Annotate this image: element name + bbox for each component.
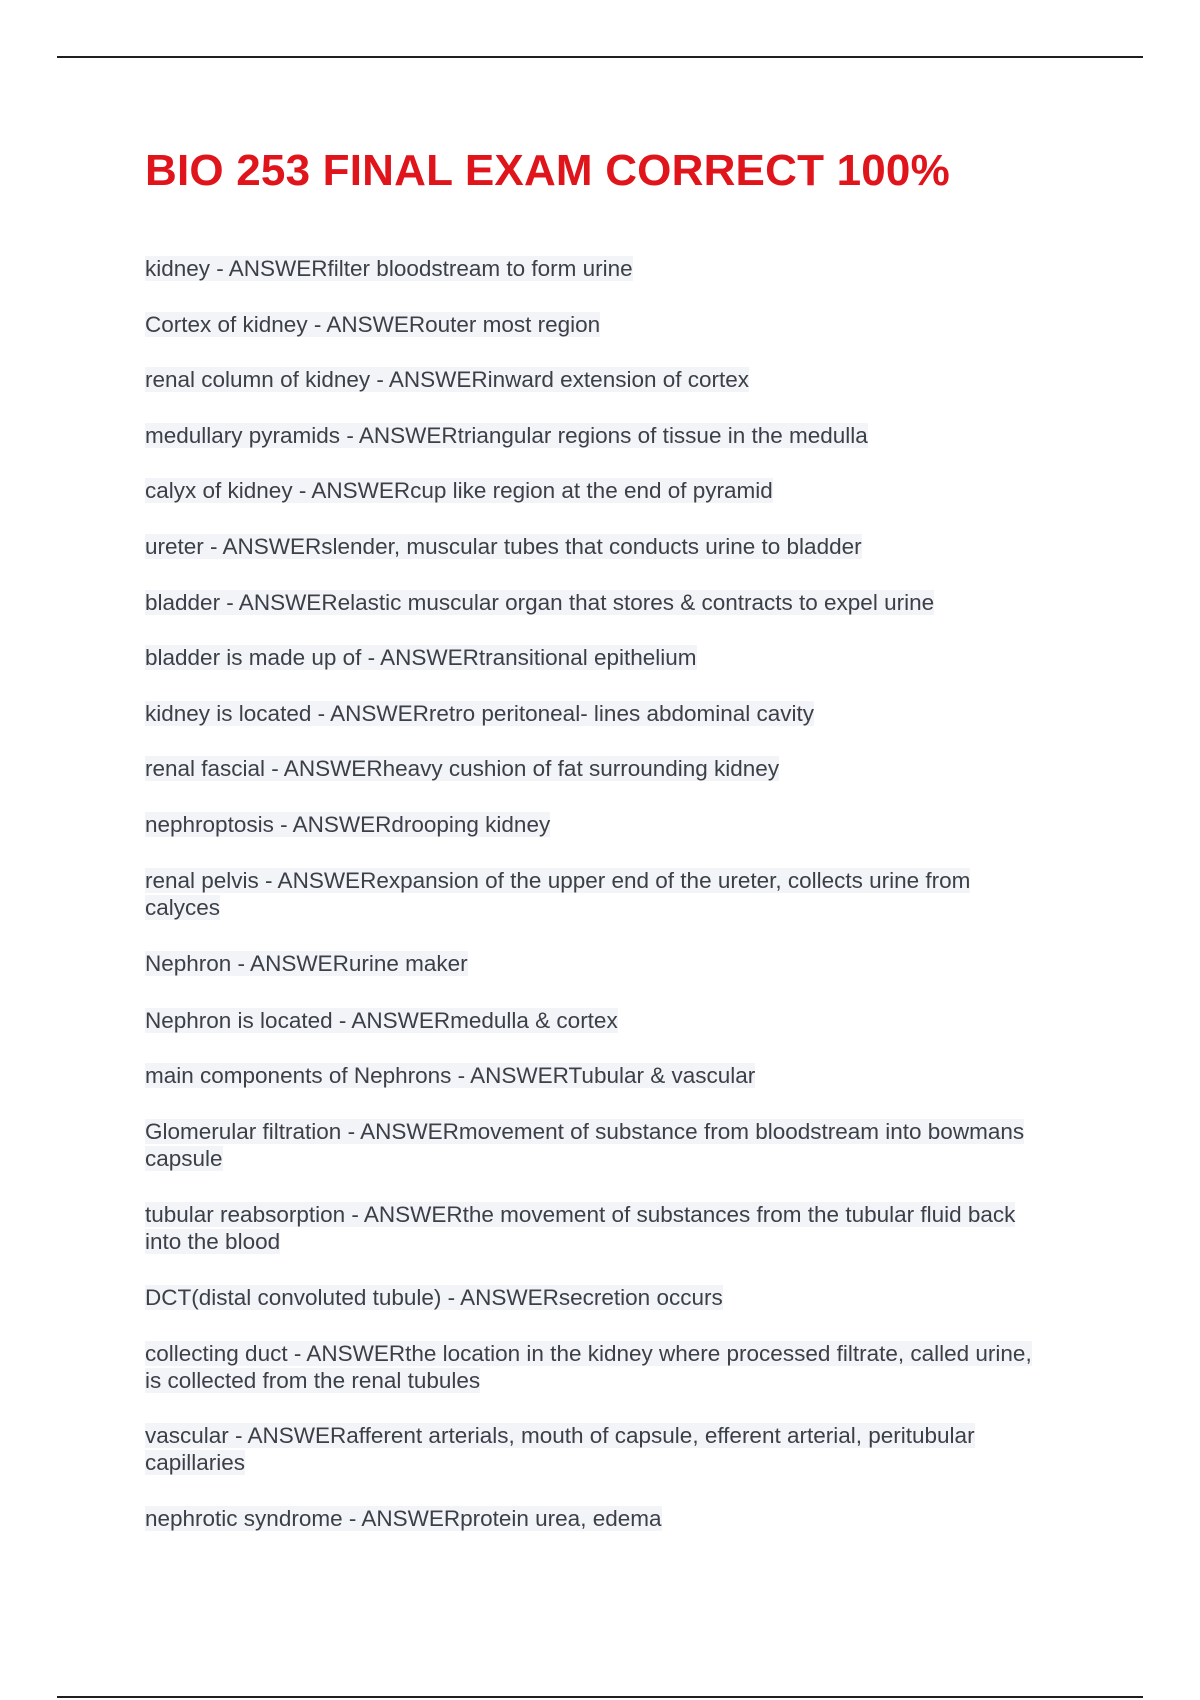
qa-item-text: Glomerular filtration - ANSWERmovement of substance from bloodstream into bowmans capsule bbox=[145, 1119, 1025, 1171]
qa-item bbox=[145, 1118, 1045, 1172]
qa-item bbox=[145, 1062, 1045, 1089]
page-title: BIO 253 FINAL EXAM CORRECT 100% bbox=[145, 146, 950, 195]
qa-item-text: bladder - ANSWERelastic muscular organ that stores & contracts to expel urine bbox=[145, 590, 935, 615]
qa-item-text: bladder is made up of - ANSWERtransitional epithelium bbox=[145, 645, 697, 670]
qa-item bbox=[145, 477, 1045, 504]
qa-item-text: tubular reabsorption - ANSWERthe movement of substances from the tubular fluid back into the blood bbox=[145, 1202, 1016, 1254]
qa-item bbox=[145, 811, 1045, 838]
qa-item-text: Cortex of kidney - ANSWERouter most region bbox=[145, 312, 601, 337]
qa-item bbox=[145, 533, 1045, 560]
qa-item-text: Nephron - ANSWERurine maker bbox=[145, 951, 468, 976]
qa-item-text: nephrotic syndrome - ANSWERprotein urea, edema bbox=[145, 1506, 662, 1531]
qa-item-text: nephroptosis - ANSWERdrooping kidney bbox=[145, 812, 551, 837]
qa-list bbox=[145, 255, 1045, 1532]
qa-item bbox=[145, 1340, 1045, 1394]
qa-item bbox=[145, 950, 1045, 977]
qa-item bbox=[145, 366, 1045, 393]
qa-item-text: collecting duct - ANSWERthe location in the kidney where processed filtrate, called urine, is collected from the renal tubules bbox=[145, 1341, 1032, 1393]
qa-item bbox=[145, 422, 1045, 449]
qa-item-text: renal fascial - ANSWERheavy cushion of fat surrounding kidney bbox=[145, 756, 780, 781]
qa-item bbox=[145, 1284, 1045, 1311]
qa-item bbox=[145, 644, 1045, 671]
qa-item-text: ureter - ANSWERslender, muscular tubes that conducts urine to bladder bbox=[145, 534, 862, 559]
qa-item-text: main components of Nephrons - ANSWERTubular & vascular bbox=[145, 1063, 756, 1088]
qa-item bbox=[145, 1505, 1045, 1532]
qa-item bbox=[145, 755, 1045, 782]
qa-item bbox=[145, 700, 1045, 727]
qa-item-text: medullary pyramids - ANSWERtriangular regions of tissue in the medulla bbox=[145, 423, 868, 448]
qa-item bbox=[145, 589, 1045, 616]
qa-item-text: renal column of kidney - ANSWERinward extension of cortex bbox=[145, 367, 750, 392]
qa-item bbox=[145, 311, 1045, 338]
qa-item bbox=[145, 1422, 1045, 1476]
qa-item bbox=[145, 255, 1045, 282]
qa-item-text: DCT(distal convoluted tubule) - ANSWERsecretion occurs bbox=[145, 1285, 723, 1310]
top-rule bbox=[57, 56, 1143, 58]
qa-item-text: calyx of kidney - ANSWERcup like region at the end of pyramid bbox=[145, 478, 773, 503]
qa-item-text: renal pelvis - ANSWERexpansion of the upper end of the ureter, collects urine from calyces bbox=[145, 868, 971, 920]
qa-item-text: vascular - ANSWERafferent arterials, mouth of capsule, efferent arterial, peritubular capillaries bbox=[145, 1423, 975, 1475]
qa-item-text: Nephron is located - ANSWERmedulla & cortex bbox=[145, 1008, 618, 1033]
qa-item bbox=[145, 867, 1045, 921]
qa-item-text: kidney is located - ANSWERretro peritoneal- lines abdominal cavity bbox=[145, 701, 815, 726]
bottom-rule bbox=[57, 1696, 1143, 1698]
qa-item-text: kidney - ANSWERfilter bloodstream to form urine bbox=[145, 256, 633, 281]
qa-item bbox=[145, 1007, 1045, 1034]
qa-item bbox=[145, 1201, 1045, 1255]
